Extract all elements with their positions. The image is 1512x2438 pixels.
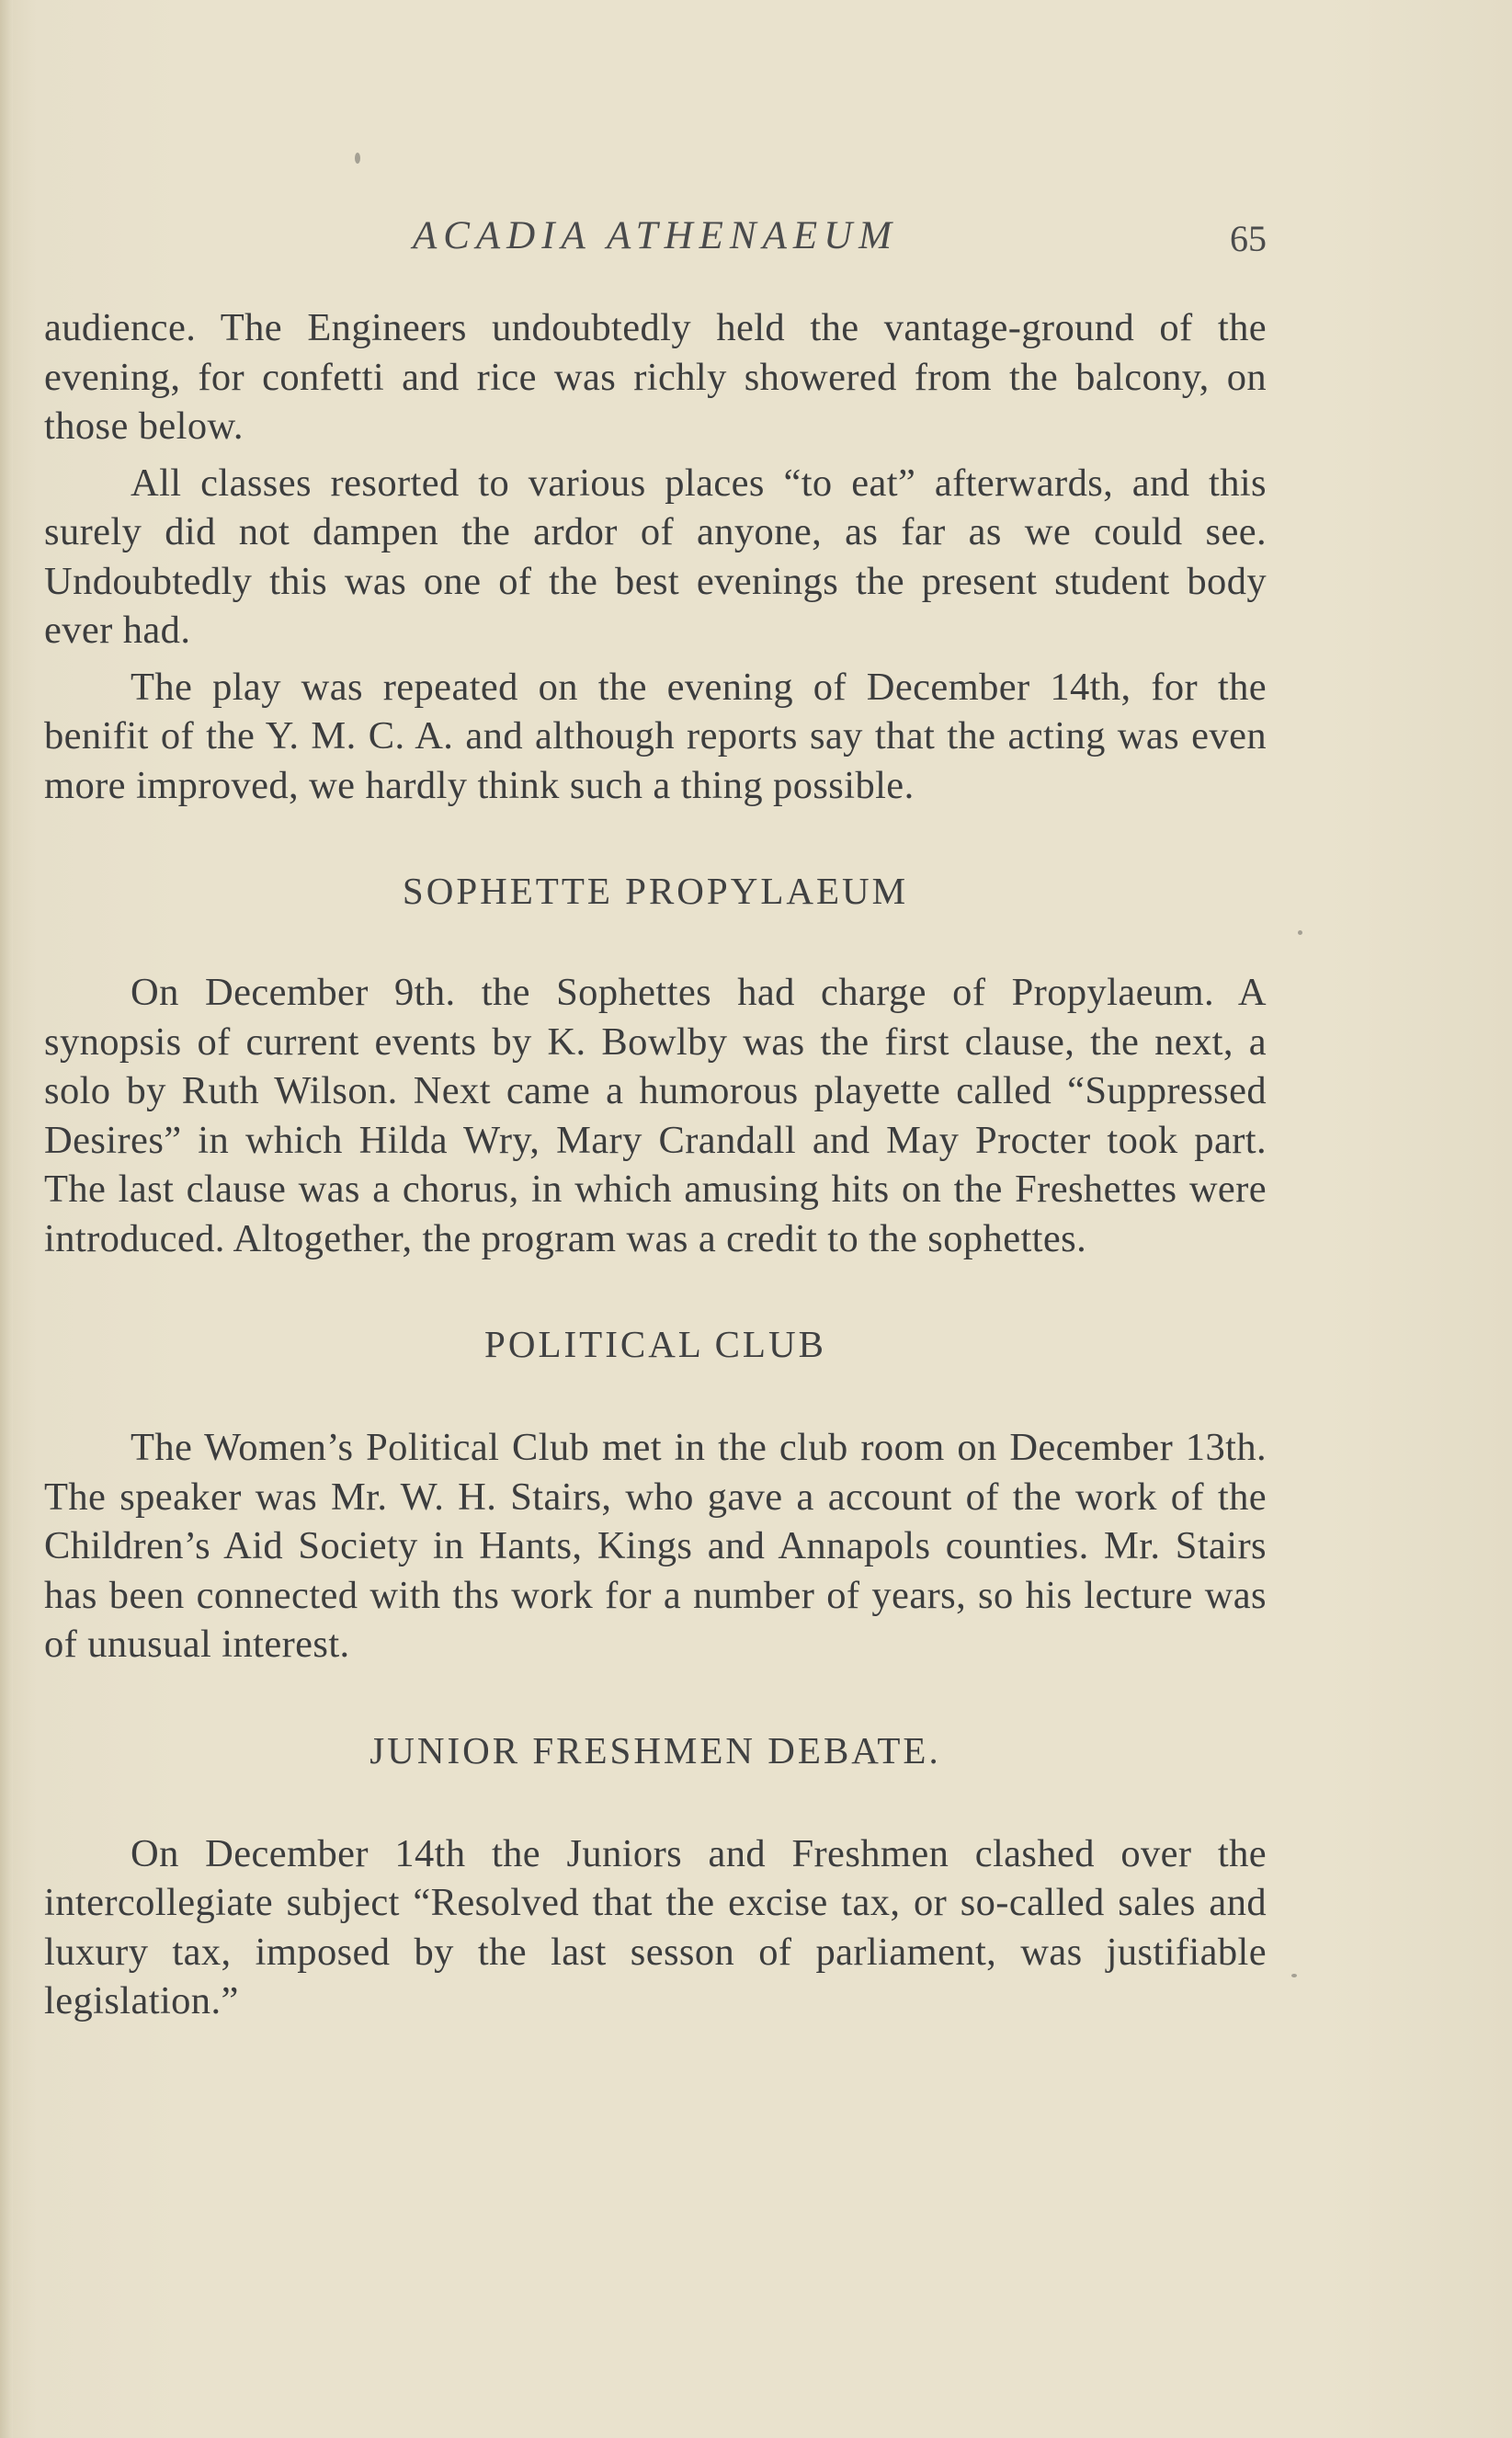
paragraph: The play was repeated on the evening of December 14th, for the benifit of the Y. M. C. A. and although reports say that the acting was even more improved, we hardly think such a thing possible. — [44, 665, 1267, 807]
paragraph: All classes resorted to various places “to eat” afterwards, and this surely did not dampen the ardor of anyone, as far as we could see. Undoubtedly this was one of the best evenings the present student body ever had. — [44, 461, 1267, 652]
section-heading-political-club: POLITICAL CLUB — [484, 1323, 826, 1365]
page-number: 65 — [1230, 218, 1267, 259]
running-head — [44, 213, 1267, 278]
paper-speck — [1291, 1974, 1297, 1977]
paragraph-continued: audience. The Engineers undoubtedly held the vantage-ground of the evening, for confetti and rice was richly showered from the balcony, on those below. — [44, 306, 1267, 448]
article-body — [44, 303, 1267, 2026]
section-paragraph: The Women’s Political Club met in the club room on December 13th. The speaker was Mr. W. H. Stairs, who gave a account of the work of the Children’s Aid Society in Hants, Kings and Annapols counties. Mr. Stairs has been connected with ths work for a number of years, so his lecture was of unusual interest. — [44, 1426, 1267, 1666]
section-heading-junior-freshmen-debate: JUNIOR FRESHMEN DEBATE. — [369, 1728, 941, 1772]
journal-title: ACADIA ATHENAEUM — [412, 214, 899, 257]
paper-speck — [355, 153, 360, 164]
section-paragraph: On December 14th the Juniors and Freshmen clashed over the intercollegiate subject “Resolved that the excise tax, or so-called sales and luxury tax, imposed by the last sesson of parliament, was justifiable legislation.” — [44, 1831, 1267, 2022]
page-spine-shadow — [0, 0, 13, 2438]
paper-speck — [1298, 930, 1302, 935]
section-paragraph: On December 9th. the Sophettes had charge of Propylaeum. A synopsis of current events by K. Bowlby was the first clause, the next, a solo by Ruth Wilson. Next came a humorous playette called “Suppressed Desires” in which Hilda Wry, Mary Crandall and May Procter took part. The last clause was a chorus, in which amusing hits on the Freshettes were introduced. Altogether, the program was a credit to the sophettes. — [44, 971, 1267, 1260]
section-heading-sophette-propylaeum: SOPHETTE PROPYLAEUM — [402, 870, 909, 912]
